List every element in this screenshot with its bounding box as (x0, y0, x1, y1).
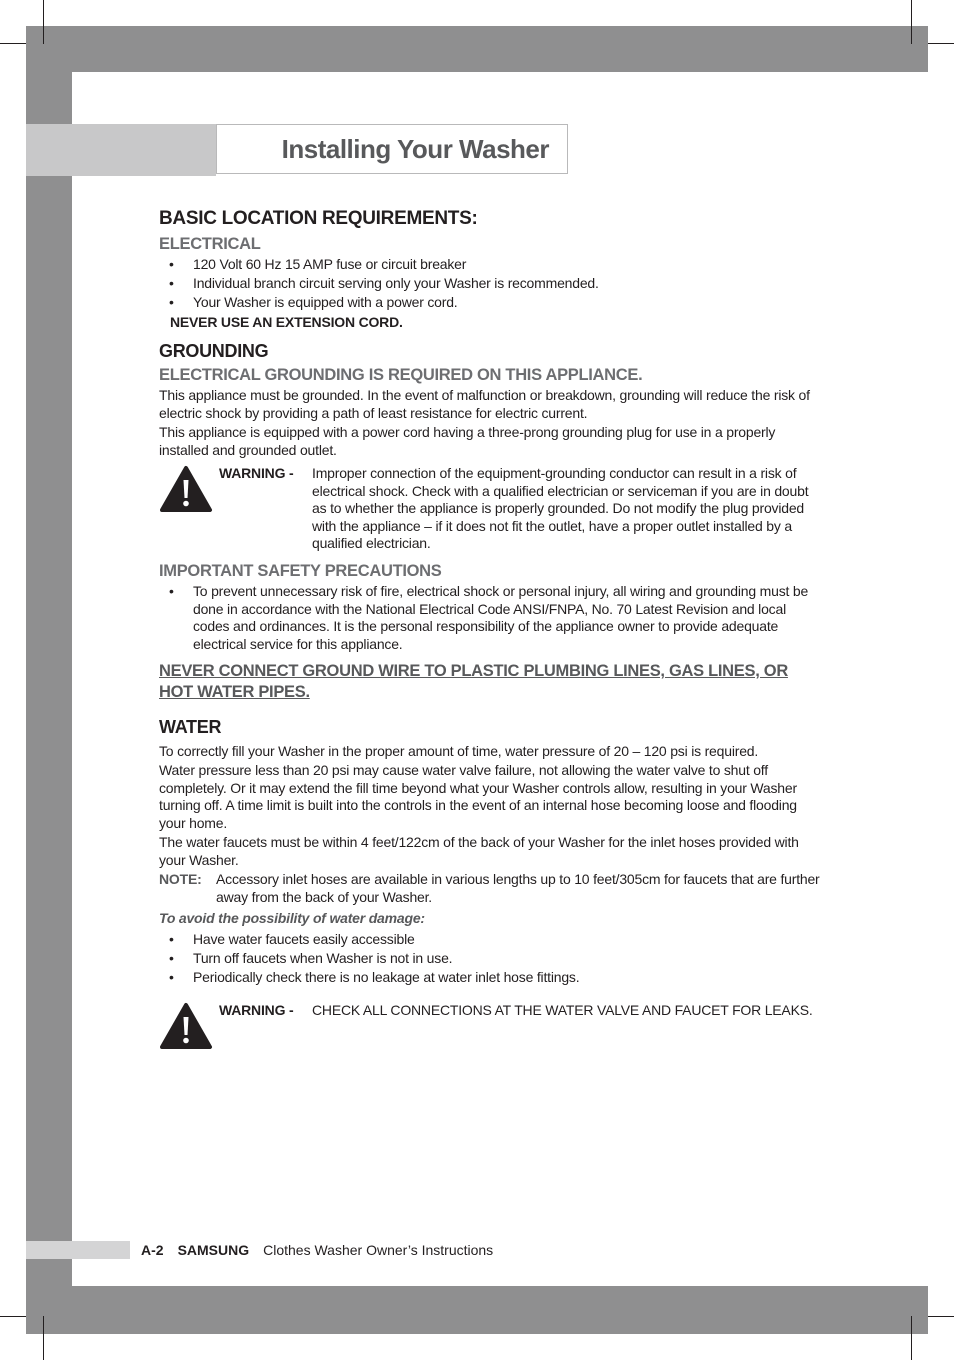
water-heading: WATER (159, 717, 222, 737)
bullet: • (169, 930, 174, 947)
brand-name: SAMSUNG (177, 1242, 250, 1258)
list-item (159, 969, 825, 987)
crop-mark (43, 1316, 44, 1360)
grounding-paragraph-1: This appliance must be grounded. In the event of malfunction or breakdown, grounding will reduce the risk of electric shock by providing a path of least resistance for electric current. (159, 387, 810, 421)
content (159, 210, 825, 1060)
extension-cord-note: NEVER USE AN EXTENSION CORD. (170, 313, 403, 330)
list-item (159, 256, 825, 274)
water-paragraph-2: Water pressure less than 20 psi may cause water valve failure, not allowing the water valve to shut off completely. Or it may extend the fill time beyond what your Washer controls allow, resulting in your Washer turning off. A time limit is built into the controls in the event of an internal hose becoming loose and flooding your home. (159, 762, 797, 831)
page-title: Installing Your Washer (281, 133, 549, 164)
grounding-subheading: ELECTRICAL GROUNDING IS REQUIRED ON THIS APPLIANCE. (159, 365, 643, 384)
warning-text: CHECK ALL CONNECTIONS AT THE WATER VALVE AND FAUCET FOR LEAKS. (312, 1002, 813, 1018)
list-item-text: To prevent unnecessary risk of fire, electrical shock or personal injury, all wiring and grounding must be done in accordance with the National Electrical Code ANSI/FNPA, No. 70 Latest Revision and local codes and ordinances. It is the personal responsibility of the appliance owner to provide adequate electrical service for this appliance. (193, 583, 809, 652)
list-item-text: 120 Volt 60 Hz 15 AMP fuse or circuit breaker (193, 256, 467, 272)
warning-text: Improper connection of the equipment-grounding conductor can result in a risk of electrical shock. Check with a qualified electrician or serviceman if you are in doubt as to whether the appliance is properly grounded. Do not modify the plug provided with the appliance – if it does not fit the outlet, have a proper outlet installed by a qualified electrician. (312, 465, 809, 551)
water-warning (159, 1002, 825, 1050)
crop-mark (928, 43, 954, 44)
warning-triangle-icon (159, 465, 213, 513)
page-number: A-2 (141, 1242, 164, 1258)
list-item (159, 950, 825, 968)
grounding-warning (159, 465, 825, 553)
water-paragraph-3: The water faucets must be within 4 feet/122cm of the back of your Washer for the inlet hoses provided with your Washer. (159, 834, 799, 868)
water-paragraph-1: To correctly fill your Washer in the proper amount of time, water pressure of 20 – 120 psi is required. (159, 742, 759, 759)
list-item-text: Turn off faucets when Washer is not in use. (193, 949, 453, 966)
footer (141, 1241, 493, 1259)
grounding-paragraph-2: This appliance is equipped with a power cord having a three-prong grounding plug for use in a properly installed and grounded outlet. (159, 424, 776, 458)
crop-mark (911, 1316, 912, 1360)
bullet: • (169, 294, 174, 310)
list-item (159, 275, 825, 293)
water-note (159, 871, 825, 906)
bullet: • (169, 949, 174, 966)
list-item (159, 294, 825, 312)
warning-label: WARNING - (219, 465, 294, 481)
bullet: • (169, 256, 174, 272)
electrical-list (159, 256, 825, 312)
bullet: • (169, 275, 174, 291)
water-list (159, 931, 825, 987)
grounding-heading: GROUNDING (159, 341, 269, 361)
note-text: Accessory inlet hoses are available in various lengths up to 10 feet/305cm for faucets that are further away from the back of your Washer. (216, 871, 820, 905)
frame-top (26, 26, 928, 72)
crop-mark (0, 43, 26, 44)
warning-label: WARNING - (219, 1002, 294, 1018)
title-box (216, 124, 568, 174)
list-item-text: Your Washer is equipped with a power cord. (193, 294, 458, 310)
crop-mark (911, 0, 912, 44)
footer-band (26, 1241, 130, 1259)
list-item-text: Have water faucets easily accessible (193, 930, 415, 947)
section-heading: BASIC LOCATION REQUIREMENTS: (159, 208, 478, 229)
electrical-heading: ELECTRICAL (159, 234, 261, 253)
safety-list (159, 583, 825, 653)
crop-mark (0, 1316, 26, 1317)
frame-left (26, 26, 72, 1334)
title-band (26, 124, 216, 176)
warning-triangle-icon (159, 1002, 213, 1050)
document-title: Clothes Washer Owner’s Instructions (263, 1242, 494, 1258)
ground-wire-warning: NEVER CONNECT GROUND WIRE TO PLASTIC PLUMBING LINES, GAS LINES, OR HOT WATER PIPES. (159, 662, 788, 701)
list-item-text: Periodically check there is no leakage at water inlet hose fittings. (193, 968, 580, 985)
note-label: NOTE: (159, 871, 202, 887)
list-item (159, 931, 825, 949)
safety-heading: IMPORTANT SAFETY PRECAUTIONS (159, 561, 442, 580)
list-item-text: Individual branch circuit serving only your Washer is recommended. (193, 275, 599, 291)
crop-mark (928, 1316, 954, 1317)
bullet: • (169, 968, 174, 985)
crop-mark (43, 0, 44, 44)
list-item (159, 583, 825, 653)
bullet: • (169, 583, 174, 599)
frame-bottom (26, 1286, 928, 1334)
avoid-damage-heading: To avoid the possibility of water damage: (159, 910, 425, 926)
